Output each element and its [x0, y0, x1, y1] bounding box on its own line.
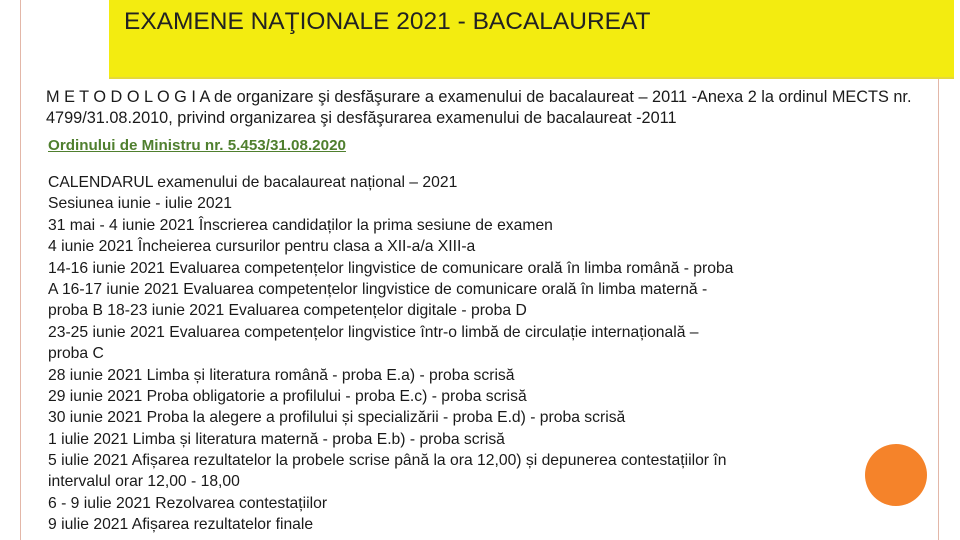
calendar-line: proba B 18-23 iunie 2021 Evaluarea competențelor digitale - proba D: [48, 302, 527, 320]
calendar-line: 29 iunie 2021 Proba obligatorie a profilului - proba E.c) - proba scrisă: [48, 387, 527, 405]
calendar-list: [48, 172, 733, 536]
decorative-circle: [865, 444, 927, 506]
calendar-line: 1 iulie 2021 Limba și literatura maternă - proba E.b) - proba scrisă: [48, 430, 505, 448]
calendar-line: 9 iulie 2021 Afișarea rezultatelor finale: [48, 516, 314, 534]
calendar-line: Sesiunea iunie - iulie 2021: [48, 195, 233, 213]
calendar-line: 23-25 iunie 2021 Evaluarea competențelor lingvistice într-o limbă de circulație internațională –: [48, 323, 699, 341]
calendar-line: A 16-17 iunie 2021 Evaluarea competențelor lingvistice de comunicare orală în limba maternă -: [48, 280, 708, 298]
calendar-line: 5 iulie 2021 Afișarea rezultatelor la probele scrise până la ora 12,00) și depunerea contestațiilor în: [48, 452, 727, 470]
slide-title: EXAMENE NAŢIONALE 2021 - BACALAUREAT: [124, 8, 651, 35]
calendar-line: 31 mai - 4 iunie 2021 Înscrierea candidaților la prima sesiune de examen: [48, 216, 553, 234]
calendar-line: 14-16 iunie 2021 Evaluarea competențelor lingvistice de comunicare orală în limba română - proba: [48, 259, 734, 277]
calendar-line: CALENDARUL examenului de bacalaureat național – 2021: [48, 174, 458, 191]
title-bar-accent: [109, 77, 954, 79]
metodologia-paragraph: M E T O D O L O G I A de organizare şi desfăşurare a examenului de bacalaureat – 2011 -Anexa 2 la ordinul MECTS nr. 4799/31.08.2010, privind organizarea şi desfăşurarea examenului de bacalaureat -2011: [46, 88, 912, 127]
calendar-line: intervalul orar 12,00 - 18,00: [48, 473, 240, 491]
calendar-line: 30 iunie 2021 Proba la alegere a profilului și specializării - proba E.d) - proba scrisă: [48, 409, 626, 427]
calendar-line: proba C: [48, 345, 104, 363]
right-border-rule: [938, 0, 939, 540]
calendar-line: 28 iunie 2021 Limba și literatura română - proba E.a) - proba scrisă: [48, 366, 515, 384]
calendar-line: 4 iunie 2021 Încheierea cursurilor pentru clasa a XII-a/a XIII-a: [48, 238, 476, 256]
left-border-rule: [20, 0, 21, 540]
ordin-ministru-link[interactable]: Ordinului de Ministru nr. 5.453/31.08.2020: [48, 137, 346, 154]
calendar-line: 6 - 9 iulie 2021 Rezolvarea contestațiilor: [48, 494, 328, 512]
